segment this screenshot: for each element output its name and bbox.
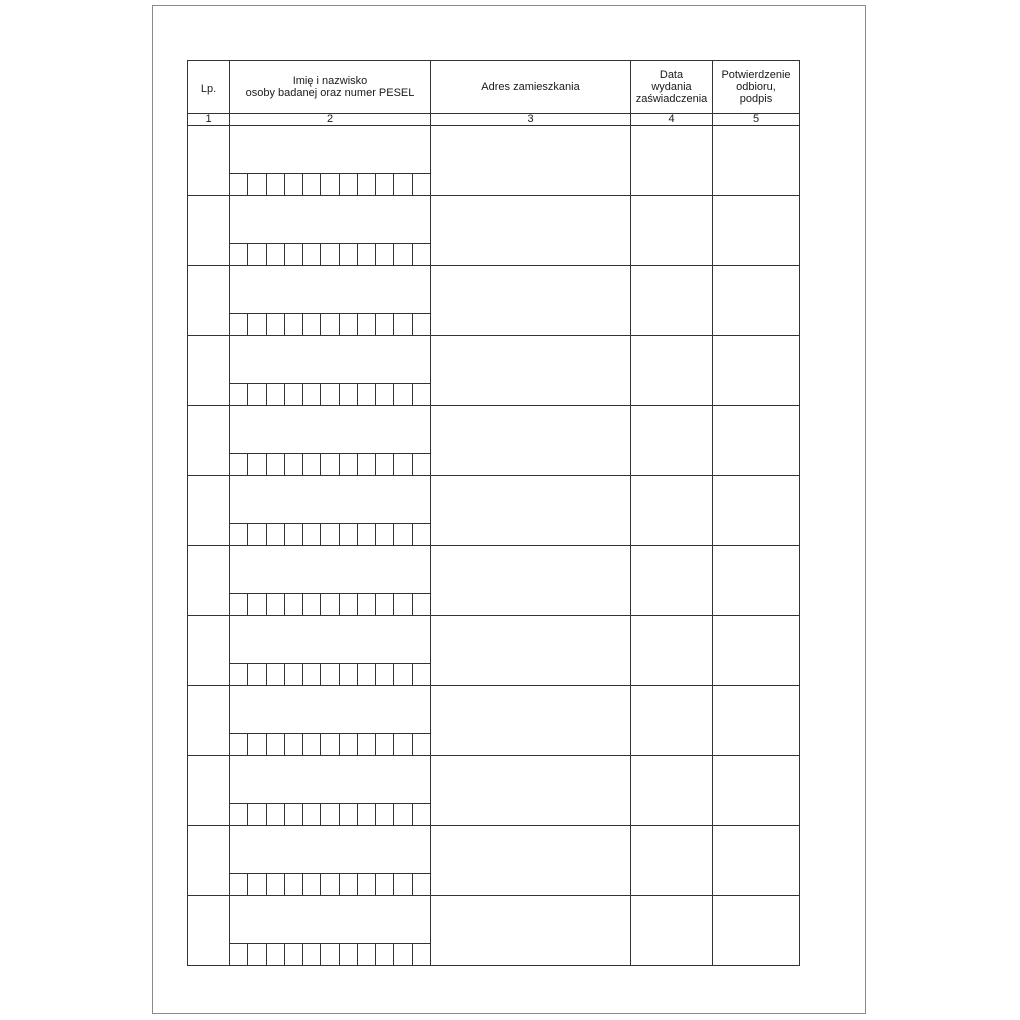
table-row <box>188 126 800 196</box>
issue-date-cell[interactable] <box>631 196 713 266</box>
pesel-digit-box[interactable] <box>320 454 338 475</box>
pesel-digit-box[interactable] <box>357 594 375 615</box>
receipt-confirmation-cell[interactable] <box>713 266 800 336</box>
pesel-digit-box[interactable] <box>375 804 393 825</box>
pesel-digit-box[interactable] <box>339 524 357 545</box>
pesel-digit-box[interactable] <box>230 174 247 195</box>
receipt-confirmation-cell[interactable] <box>713 476 800 546</box>
lp-cell[interactable] <box>188 686 230 756</box>
pesel-digit-box[interactable] <box>375 874 393 895</box>
table-row <box>188 616 800 686</box>
pesel-digit-box[interactable] <box>266 524 284 545</box>
table-row <box>188 336 800 406</box>
pesel-digit-box[interactable] <box>393 454 411 475</box>
table-row <box>188 826 800 896</box>
pesel-digit-box[interactable] <box>412 944 430 965</box>
table-row <box>188 686 800 756</box>
address-cell[interactable] <box>431 406 631 476</box>
pesel-digit-box[interactable] <box>357 454 375 475</box>
name-pesel-cell[interactable] <box>230 546 431 616</box>
pesel-digit-box[interactable] <box>412 874 430 895</box>
pesel-digit-box[interactable] <box>393 944 411 965</box>
column-number-2: 2 <box>230 114 431 126</box>
pesel-digit-box[interactable] <box>266 804 284 825</box>
pesel-digit-box[interactable] <box>375 384 393 405</box>
pesel-digit-box[interactable] <box>230 524 247 545</box>
column-number-3: 3 <box>431 114 631 126</box>
pesel-digit-box[interactable] <box>247 314 265 335</box>
pesel-digit-box[interactable] <box>266 944 284 965</box>
pesel-digit-box[interactable] <box>247 734 265 755</box>
address-cell[interactable] <box>431 476 631 546</box>
pesel-digit-box[interactable] <box>266 734 284 755</box>
table-row <box>188 476 800 546</box>
pesel-boxes <box>230 523 430 545</box>
receipt-confirmation-cell[interactable] <box>713 546 800 616</box>
pesel-boxes <box>230 173 430 195</box>
pesel-digit-box[interactable] <box>393 734 411 755</box>
name-pesel-cell[interactable] <box>230 336 431 406</box>
table-row <box>188 406 800 476</box>
pesel-digit-box[interactable] <box>302 874 320 895</box>
pesel-digit-box[interactable] <box>230 734 247 755</box>
issue-date-cell[interactable] <box>631 756 713 826</box>
pesel-digit-box[interactable] <box>284 874 302 895</box>
pesel-digit-box[interactable] <box>284 384 302 405</box>
lp-cell[interactable] <box>188 406 230 476</box>
pesel-digit-box[interactable] <box>357 804 375 825</box>
pesel-digit-box[interactable] <box>375 244 393 265</box>
header-date-line2: wydania <box>651 81 692 93</box>
pesel-digit-box[interactable] <box>247 384 265 405</box>
pesel-digit-box[interactable] <box>375 664 393 685</box>
pesel-digit-box[interactable] <box>230 944 247 965</box>
pesel-digit-box[interactable] <box>357 874 375 895</box>
pesel-digit-box[interactable] <box>339 594 357 615</box>
pesel-digit-box[interactable] <box>247 454 265 475</box>
pesel-boxes <box>230 803 430 825</box>
lp-cell[interactable] <box>188 336 230 406</box>
pesel-digit-box[interactable] <box>375 944 393 965</box>
pesel-boxes <box>230 383 430 405</box>
header-issue-date <box>631 61 713 114</box>
pesel-digit-box[interactable] <box>357 944 375 965</box>
issue-date-cell[interactable] <box>631 406 713 476</box>
issue-date-cell[interactable] <box>631 266 713 336</box>
pesel-digit-box[interactable] <box>302 804 320 825</box>
pesel-boxes <box>230 453 430 475</box>
pesel-digit-box[interactable] <box>302 314 320 335</box>
pesel-digit-box[interactable] <box>302 244 320 265</box>
pesel-digit-box[interactable] <box>266 244 284 265</box>
header-lp <box>188 61 230 114</box>
pesel-digit-box[interactable] <box>412 594 430 615</box>
pesel-digit-box[interactable] <box>266 594 284 615</box>
pesel-digit-box[interactable] <box>302 384 320 405</box>
address-cell[interactable] <box>431 616 631 686</box>
pesel-digit-box[interactable] <box>266 454 284 475</box>
receipt-confirmation-cell[interactable] <box>713 406 800 476</box>
address-cell[interactable] <box>431 266 631 336</box>
pesel-digit-box[interactable] <box>266 874 284 895</box>
receipt-confirmation-cell[interactable] <box>713 616 800 686</box>
pesel-digit-box[interactable] <box>284 244 302 265</box>
pesel-digit-box[interactable] <box>266 664 284 685</box>
pesel-digit-box[interactable] <box>320 804 338 825</box>
pesel-digit-box[interactable] <box>302 734 320 755</box>
table-row <box>188 196 800 266</box>
receipt-confirmation-cell[interactable] <box>713 126 800 196</box>
pesel-digit-box[interactable] <box>266 174 284 195</box>
pesel-digit-box[interactable] <box>247 664 265 685</box>
pesel-digit-box[interactable] <box>357 384 375 405</box>
pesel-boxes <box>230 313 430 335</box>
pesel-digit-box[interactable] <box>230 244 247 265</box>
pesel-digit-box[interactable] <box>284 664 302 685</box>
pesel-digit-box[interactable] <box>339 314 357 335</box>
pesel-digit-box[interactable] <box>375 524 393 545</box>
pesel-digit-box[interactable] <box>284 594 302 615</box>
pesel-digit-box[interactable] <box>357 734 375 755</box>
pesel-digit-box[interactable] <box>393 384 411 405</box>
lp-cell[interactable] <box>188 896 230 966</box>
pesel-digit-box[interactable] <box>247 944 265 965</box>
pesel-digit-box[interactable] <box>247 804 265 825</box>
pesel-digit-box[interactable] <box>339 174 357 195</box>
pesel-digit-box[interactable] <box>339 874 357 895</box>
pesel-digit-box[interactable] <box>393 804 411 825</box>
pesel-digit-box[interactable] <box>412 174 430 195</box>
pesel-digit-box[interactable] <box>247 874 265 895</box>
pesel-digit-box[interactable] <box>339 944 357 965</box>
pesel-digit-box[interactable] <box>412 454 430 475</box>
issue-date-cell[interactable] <box>631 546 713 616</box>
pesel-digit-box[interactable] <box>230 454 247 475</box>
pesel-digit-box[interactable] <box>302 174 320 195</box>
pesel-digit-box[interactable] <box>339 664 357 685</box>
name-pesel-cell[interactable] <box>230 616 431 686</box>
lp-cell[interactable] <box>188 756 230 826</box>
pesel-digit-box[interactable] <box>230 594 247 615</box>
lp-cell[interactable] <box>188 266 230 336</box>
pesel-digit-box[interactable] <box>393 314 411 335</box>
address-cell[interactable] <box>431 756 631 826</box>
column-number-1: 1 <box>188 114 230 126</box>
pesel-digit-box[interactable] <box>266 384 284 405</box>
pesel-digit-box[interactable] <box>320 734 338 755</box>
pesel-digit-box[interactable] <box>339 804 357 825</box>
pesel-digit-box[interactable] <box>412 314 430 335</box>
header-address <box>431 61 631 114</box>
name-pesel-cell[interactable] <box>230 196 431 266</box>
header-name-line2: osoby badanej oraz numer PESEL <box>245 87 415 99</box>
table-row <box>188 756 800 826</box>
pesel-digit-box[interactable] <box>284 314 302 335</box>
issue-date-cell[interactable] <box>631 826 713 896</box>
pesel-digit-box[interactable] <box>320 384 338 405</box>
pesel-digit-box[interactable] <box>393 174 411 195</box>
pesel-digit-box[interactable] <box>412 384 430 405</box>
pesel-digit-box[interactable] <box>393 524 411 545</box>
pesel-digit-box[interactable] <box>302 524 320 545</box>
lp-cell[interactable] <box>188 126 230 196</box>
pesel-digit-box[interactable] <box>357 314 375 335</box>
pesel-digit-box[interactable] <box>412 734 430 755</box>
pesel-digit-box[interactable] <box>320 664 338 685</box>
name-pesel-cell[interactable] <box>230 476 431 546</box>
name-pesel-cell[interactable] <box>230 756 431 826</box>
pesel-digit-box[interactable] <box>230 874 247 895</box>
issue-date-cell[interactable] <box>631 336 713 406</box>
address-cell[interactable] <box>431 126 631 196</box>
pesel-digit-box[interactable] <box>230 664 247 685</box>
issue-date-cell[interactable] <box>631 476 713 546</box>
pesel-digit-box[interactable] <box>320 244 338 265</box>
pesel-digit-box[interactable] <box>320 524 338 545</box>
pesel-digit-box[interactable] <box>393 594 411 615</box>
pesel-digit-box[interactable] <box>247 524 265 545</box>
pesel-digit-box[interactable] <box>375 314 393 335</box>
header-date-line1: Data <box>659 69 684 81</box>
pesel-digit-box[interactable] <box>339 734 357 755</box>
pesel-digit-box[interactable] <box>320 594 338 615</box>
pesel-digit-box[interactable] <box>302 664 320 685</box>
pesel-digit-box[interactable] <box>320 314 338 335</box>
pesel-digit-box[interactable] <box>412 804 430 825</box>
receipt-confirmation-cell[interactable] <box>713 756 800 826</box>
receipt-confirmation-cell[interactable] <box>713 336 800 406</box>
pesel-digit-box[interactable] <box>320 874 338 895</box>
name-pesel-cell[interactable] <box>230 406 431 476</box>
pesel-digit-box[interactable] <box>393 874 411 895</box>
header-address-label: Adres zamieszkania <box>481 81 580 93</box>
pesel-digit-box[interactable] <box>284 944 302 965</box>
receipt-confirmation-cell[interactable] <box>713 196 800 266</box>
pesel-digit-box[interactable] <box>302 594 320 615</box>
table-row <box>188 546 800 616</box>
header-confirm-line1: Potwierdzenie <box>721 69 791 81</box>
pesel-digit-box[interactable] <box>412 524 430 545</box>
pesel-digit-box[interactable] <box>339 454 357 475</box>
pesel-digit-box[interactable] <box>320 174 338 195</box>
header-confirm-line3: podpis <box>739 93 773 105</box>
header-confirm-line2: odbioru, <box>736 81 776 93</box>
pesel-digit-box[interactable] <box>230 384 247 405</box>
examination-register-table <box>187 60 800 966</box>
name-pesel-cell[interactable] <box>230 126 431 196</box>
pesel-digit-box[interactable] <box>284 804 302 825</box>
pesel-digit-box[interactable] <box>375 174 393 195</box>
pesel-digit-box[interactable] <box>412 244 430 265</box>
pesel-digit-box[interactable] <box>302 944 320 965</box>
pesel-digit-box[interactable] <box>247 244 265 265</box>
pesel-digit-box[interactable] <box>357 244 375 265</box>
header-row <box>188 61 800 114</box>
pesel-digit-box[interactable] <box>230 314 247 335</box>
pesel-boxes <box>230 943 430 965</box>
address-cell[interactable] <box>431 896 631 966</box>
pesel-digit-box[interactable] <box>339 384 357 405</box>
header-name-line1: Imię i nazwisko <box>292 75 368 87</box>
lp-cell[interactable] <box>188 196 230 266</box>
address-cell[interactable] <box>431 546 631 616</box>
lp-cell[interactable] <box>188 826 230 896</box>
pesel-digit-box[interactable] <box>247 594 265 615</box>
address-cell[interactable] <box>431 196 631 266</box>
name-pesel-cell[interactable] <box>230 266 431 336</box>
pesel-digit-box[interactable] <box>393 664 411 685</box>
pesel-digit-box[interactable] <box>230 804 247 825</box>
pesel-digit-box[interactable] <box>284 174 302 195</box>
pesel-digit-box[interactable] <box>375 594 393 615</box>
pesel-digit-box[interactable] <box>284 454 302 475</box>
pesel-digit-box[interactable] <box>284 524 302 545</box>
header-name-pesel <box>230 61 431 114</box>
address-cell[interactable] <box>431 826 631 896</box>
lp-cell[interactable] <box>188 476 230 546</box>
pesel-digit-box[interactable] <box>284 734 302 755</box>
header-date-line3: zaświadczenia <box>635 93 708 105</box>
name-pesel-cell[interactable] <box>230 896 431 966</box>
header-receipt-confirmation <box>713 61 800 114</box>
receipt-confirmation-cell[interactable] <box>713 826 800 896</box>
pesel-boxes <box>230 733 430 755</box>
header-lp-label: Lp. <box>200 83 217 95</box>
column-number-row <box>188 114 800 126</box>
column-number-5: 5 <box>713 114 800 126</box>
pesel-boxes <box>230 873 430 895</box>
name-pesel-cell[interactable] <box>230 826 431 896</box>
address-cell[interactable] <box>431 686 631 756</box>
register-body <box>188 126 800 966</box>
pesel-digit-box[interactable] <box>302 454 320 475</box>
pesel-digit-box[interactable] <box>357 524 375 545</box>
name-pesel-cell[interactable] <box>230 686 431 756</box>
pesel-digit-box[interactable] <box>375 454 393 475</box>
receipt-confirmation-cell[interactable] <box>713 686 800 756</box>
issue-date-cell[interactable] <box>631 616 713 686</box>
pesel-digit-box[interactable] <box>339 244 357 265</box>
pesel-digit-box[interactable] <box>357 174 375 195</box>
lp-cell[interactable] <box>188 546 230 616</box>
issue-date-cell[interactable] <box>631 126 713 196</box>
lp-cell[interactable] <box>188 616 230 686</box>
address-cell[interactable] <box>431 336 631 406</box>
table-row <box>188 266 800 336</box>
column-number-4: 4 <box>631 114 713 126</box>
pesel-digit-box[interactable] <box>393 244 411 265</box>
pesel-digit-box[interactable] <box>357 664 375 685</box>
receipt-confirmation-cell[interactable] <box>713 896 800 966</box>
pesel-digit-box[interactable] <box>412 664 430 685</box>
pesel-boxes <box>230 243 430 265</box>
pesel-digit-box[interactable] <box>266 314 284 335</box>
pesel-boxes <box>230 593 430 615</box>
pesel-digit-box[interactable] <box>247 174 265 195</box>
issue-date-cell[interactable] <box>631 896 713 966</box>
pesel-digit-box[interactable] <box>320 944 338 965</box>
table-row <box>188 896 800 966</box>
pesel-boxes <box>230 663 430 685</box>
issue-date-cell[interactable] <box>631 686 713 756</box>
pesel-digit-box[interactable] <box>375 734 393 755</box>
